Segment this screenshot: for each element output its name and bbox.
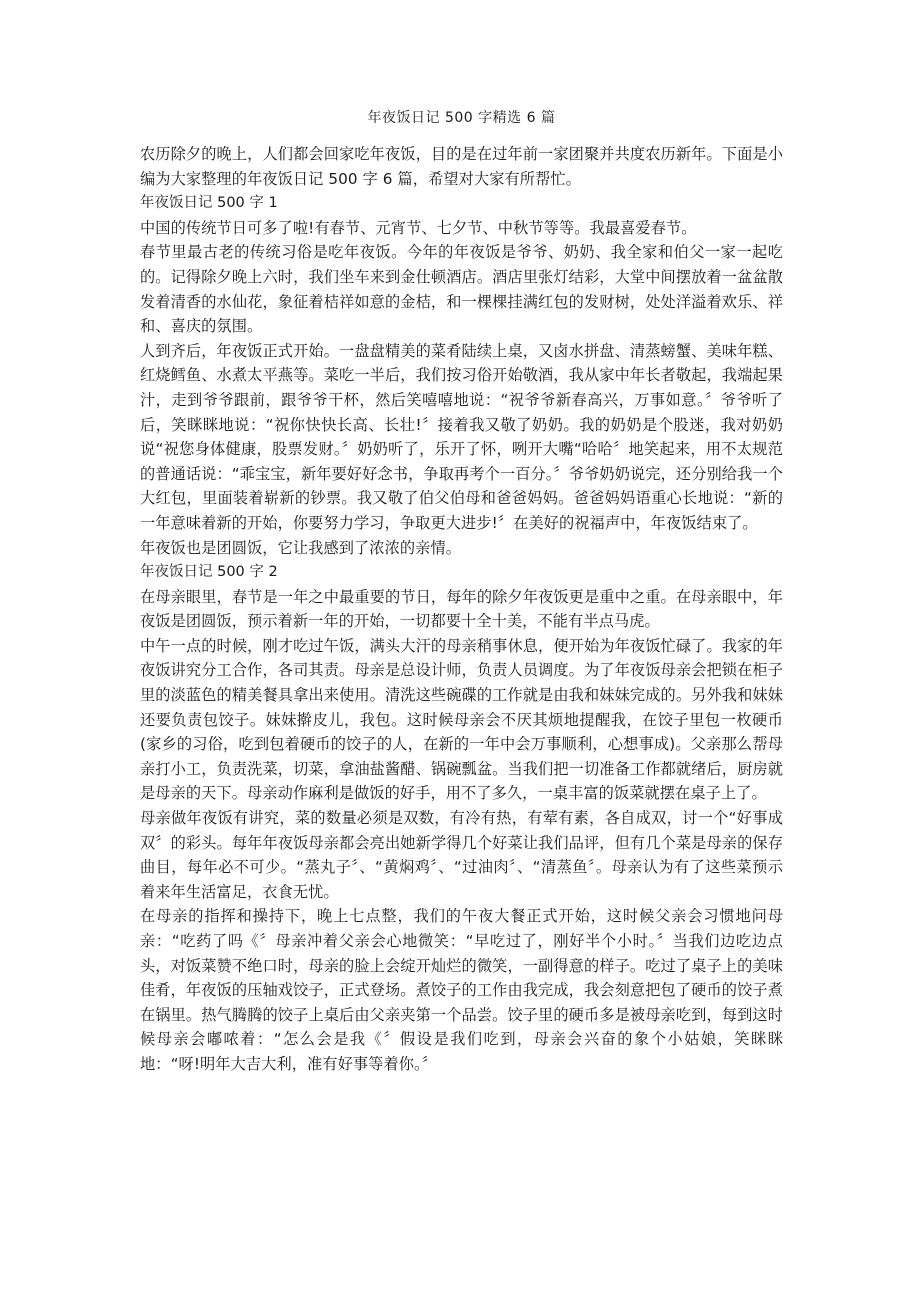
section-2: [140, 560, 783, 1076]
section-paragraph: 在母亲眼里，春节是一年之中最重要的节日，每年的除夕年夜饭更是重中之重。在母亲眼中，年夜饭是团圆饭，预示着新一年的开始，一切都要十全十美，不能有半点马虎。: [140, 587, 783, 631]
section-paragraph: 人到齐后，年夜饭正式开始。一盘盘精美的菜肴陆续上桌，又卤水拼盘、清蒸螃蟹、美味年糕、红烧鳕鱼、水煮太平燕等。菜吃一半后，我们按习俗开始敬酒，我从家中年长者敬起，我端起果汁，走到爷爷跟前，跟爷爷干杯，然后笑嘻嘻地说：“祝爷爷新春高兴，万事如意。〞爷爷听了后，笑眯眯地说：“祝你快快长高、长壮!〞接着我又敬了奶奶。我的奶奶是个股迷，我对奶奶说“祝您身体健康，股票发财。〞奶奶听了，乐开了怀，咧开大嘴“哈哈〞地笑起来，用不太规范的普通话说：“乖宝宝，新年要好好念书，争取再考个一百分。〞爷爷奶奶说完，还分别给我一个大红包，里面装着崭新的钞票。我又敬了伯父伯母和爸爸妈妈。爸爸妈妈语重心长地说：“新的一年意味着新的开始，你要努力学习，争取更大进步!〞在美好的祝福声中，年夜饭结束了。: [140, 341, 783, 532]
section-paragraph: 在母亲的指挥和操持下，晚上七点整，我们的午夜大餐正式开始，这时候父亲会习惯地问母亲：“吃药了吗《〞母亲冲着父亲会心地微笑：“早吃过了，刚好半个小时。〞当我们边吃边点头，对饭菜赞不绝口时，母亲的脸上会绽开灿烂的微笑，一副得意的样子。吃过了桌子上的美味佳肴，年夜饭的压轴戏饺子，正式登场。煮饺子的工作由我完成，我会刻意把包了硬币的饺子煮在锅里。热气腾腾的饺子上桌后由父亲夹第一个品尝。饺子里的硬币多是被母亲吃到，每到这时候母亲会嘟哝着：“怎么会是我《〞假设是我们吃到，母亲会兴奋的象个小姑娘，笑眯眯地：“呀!明年大吉大利，准有好事等着你。〞: [140, 907, 783, 1073]
section-paragraph: 春节里最古老的传统习俗是吃年夜饭。今年的年夜饭是爷爷、奶奶、我全家和伯父一家一起吃的。记得除夕晚上六时，我们坐车来到金仕顿酒店。酒店里张灯结彩，大堂中间摆放着一盆盆散发着清香的水仙花，象征着桔祥如意的金桔，和一棵棵挂满红包的发财树，处处洋溢着欢乐、祥和、喜庆的氛围。: [140, 243, 783, 336]
section-paragraph: 中午一点的时候，刚才吃过午饭，满头大汗的母亲稍事休息，便开始为年夜饭忙碌了。我家的年夜饭讲究分工合作，各司其责。母亲是总设计师，负责人员调度。为了年夜饭母亲会把锁在柜子里的淡蓝色的精美餐具拿出来使用。清洗这些碗碟的工作就是由我和妹妹完成的。另外我和妹妹还要负责包饺子。妹妹擀皮儿，我包。这时候母亲会不厌其烦地提醒我，在饺子里包一枚硬币(家乡的习俗，吃到包着硬币的饺子的人，在新的一年中会万事顺利，心想事成)。父亲那么帮母亲打小工，负责洗菜，切菜，拿油盐酱醋、锅碗瓢盆。当我们把一切准备工作都就绪后，厨房就是母亲的天下。母亲动作麻利是做饭的好手，用不了多久，一桌丰富的饭菜就摆在桌子上了。: [140, 636, 783, 803]
section-paragraph: 年夜饭也是团圆饭，它让我感到了浓浓的亲情。: [140, 538, 462, 557]
section-paragraph: 中国的传统节日可多了啦!有春节、元宵节、七夕节、中秋节等等。我最喜爱春节。: [140, 218, 697, 237]
section-paragraph: 母亲做年夜饭有讲究，菜的数量必须是双数，有冷有热，有荤有素，各自成双，讨一个“好事成双〞的彩头。每年年夜饭母亲都会亮出她新学得几个好菜让我们品评，但有几个菜是母亲的保存曲目，每年必不可少。“蒸丸子〞、“黄焖鸡〞、“过油肉〞、“清蒸鱼〞。母亲认为有了这些菜预示着来年生活富足，衣食无忧。: [140, 809, 783, 901]
document-title: 年夜饭日记 500 字精选 6 篇: [367, 110, 556, 126]
document-page: [140, 108, 783, 1077]
section-1: [140, 191, 783, 560]
section-heading: 年夜饭日记 500 字 1: [140, 195, 278, 212]
intro-paragraph: 农历除夕的晚上，人们都会回家吃年夜饭，目的是在过年前一家团聚并共度农历新年。下面是小编为大家整理的年夜饭日记 500 字 6 篇，希望对大家有所帮忙。: [140, 145, 783, 188]
section-heading: 年夜饭日记 500 字 2: [140, 564, 278, 581]
